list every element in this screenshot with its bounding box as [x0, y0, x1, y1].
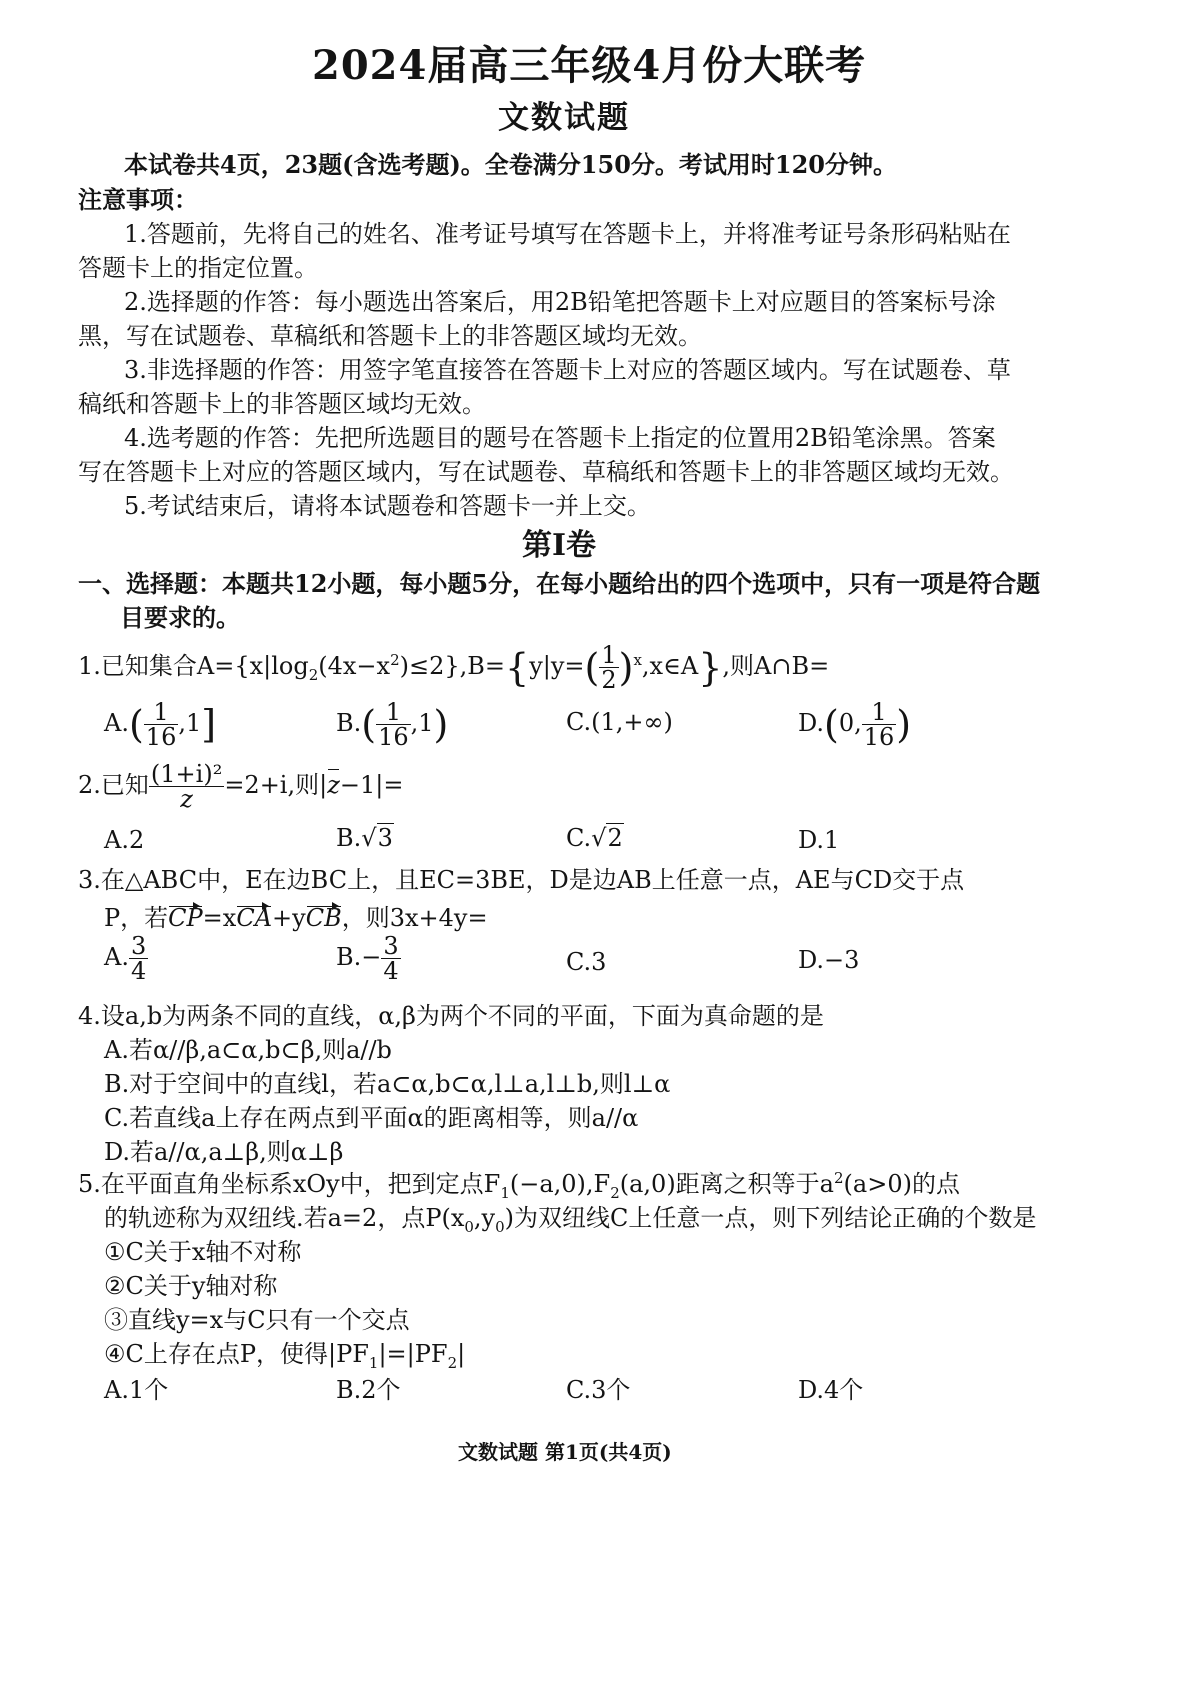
q4-option-b: B.对于空间中的直线l，若a⊂α,b⊂α,l⊥a,l⊥b,则l⊥α [104, 1070, 671, 1098]
section-juan: 第Ⅰ卷 [522, 528, 597, 563]
q3-option-c: C.3 [566, 948, 607, 976]
exam-subtitle: 文数试题 [498, 100, 630, 136]
question-2-stem: 2.已知 $\frac{\text{(1+i)²}}{z}$ =2+i,则|z−1|= [78, 760, 404, 813]
exam-title: 2024届高三年级4月份大联考 [312, 42, 867, 89]
q5-option-d: D.4个 [798, 1376, 864, 1404]
q3-option-b: B.− $\frac{3}{4}$ [336, 932, 399, 985]
q5-option-c: C.3个 [566, 1376, 631, 1404]
notice-line: 黑，写在试题卷、草稿纸和答题卡上的非答题区域均无效。 [78, 322, 702, 350]
notice-line: 4.选考题的作答：先把所选题目的题号在答题卡上指定的位置用2B铅笔涂黑。答案 [124, 424, 996, 452]
question-3-stem: 3.在△ABC中，E在边BC上，且EC=3BE，D是边AB上任意一点，AE与CD交于点 [78, 866, 965, 894]
q2-option-c: C.√2 [566, 824, 623, 852]
q5-statement-4: ④C上存在点P，使得$|PF_1|=|PF_2|$ [104, 1340, 466, 1372]
q3-option-a: A. $\frac{3}{4}$ [104, 932, 147, 985]
question-5-stem: 5.在平面直角坐标系xOy中，把到定点$F_1(-a,0),F_2(a,0)$距离之积等于$a^2(a>0)$的点 [78, 1169, 960, 1202]
notice-line: 2.选择题的作答：每小题选出答案后，用2B铅笔把答题卡上对应题目的答案标号涂 [124, 288, 996, 316]
q5-statement-1: ①C关于x轴不对称 [104, 1238, 302, 1266]
q5-option-b: B.2个 [336, 1376, 401, 1404]
q4-option-c: C.若直线a上存在两点到平面α的距离相等，则a//α [104, 1104, 639, 1132]
question-1-stem: 1.已知集合$A=\{x|\log_2(4x-x^2)\le 2\},B=\{y|y=$( $\frac{1}{2}$ )$^x$,x∈A},则A∩B= [78, 641, 830, 694]
q2-option-a: A.2 [104, 826, 145, 854]
notice-line: 答题卡上的指定位置。 [78, 254, 318, 282]
section-heading: 一、选择题：本题共12小题，每小题5分，在每小题给出的四个选项中，只有一项是符合题 [78, 569, 1041, 598]
q4-option-d: D.若a//α,a⊥β,则α⊥β [104, 1138, 344, 1166]
notice-line: 1.答题前，先将自己的姓名、准考证号填写在答题卡上，并将准考证号条形码粘贴在 [124, 220, 1011, 248]
question-4-stem: 4.设a,b为两条不同的直线，α,β为两个不同的平面，下面为真命题的是 [78, 1002, 824, 1030]
question-3-stem-cont: P，若CP=xCA+yCB，则3x+4y= [104, 904, 488, 932]
section-heading-cont: 目要求的。 [120, 603, 240, 632]
notice-heading: 注意事项： [78, 185, 198, 214]
notice-line: 稿纸和答题卡上的非答题区域均无效。 [78, 390, 486, 418]
q5-statement-3: ③直线y=x与C只有一个交点 [104, 1306, 410, 1334]
q2-option-b: B.√3 [336, 824, 393, 852]
notice-line: 5.考试结束后，请将本试题卷和答题卡一并上交。 [124, 492, 651, 520]
page-footer: 文数试题 第1页(共4页) [458, 1440, 672, 1464]
q5-statement-2: ②C关于y轴对称 [104, 1272, 278, 1300]
q1-option-c: C.(1,+∞) [566, 708, 673, 736]
q1-option-d: D.(0, $\frac{1}{16}$ ) [798, 698, 912, 751]
notice-line: 写在答题卡上对应的答题区域内，写在试题卷、草稿纸和答题卡上的非答题区域均无效。 [78, 458, 1014, 486]
q1-option-a: A.( $\frac{1}{16}$ ,1] [104, 698, 217, 751]
q5-option-a: A.1个 [104, 1376, 169, 1404]
q4-option-a: A.若α//β,a⊂α,b⊂β,则a//b [104, 1036, 392, 1064]
exam-info: 本试卷共4页，23题(含选考题)。全卷满分150分。考试用时120分钟。 [124, 150, 898, 179]
q1-option-b: B.( $\frac{1}{16}$ ,1) [336, 698, 449, 751]
q3-option-d: D.−3 [798, 946, 860, 974]
q2-option-d: D.1 [798, 826, 840, 854]
question-5-stem-cont: 的轨迹称为双纽线.若a=2，点$P(x_0,y_0)$为双纽线C上任意一点，则下列结论正确的个数是 [104, 1204, 1037, 1236]
notice-line: 3.非选择题的作答：用签字笔直接答在答题卡上对应的答题区域内。写在试题卷、草 [124, 356, 1011, 384]
